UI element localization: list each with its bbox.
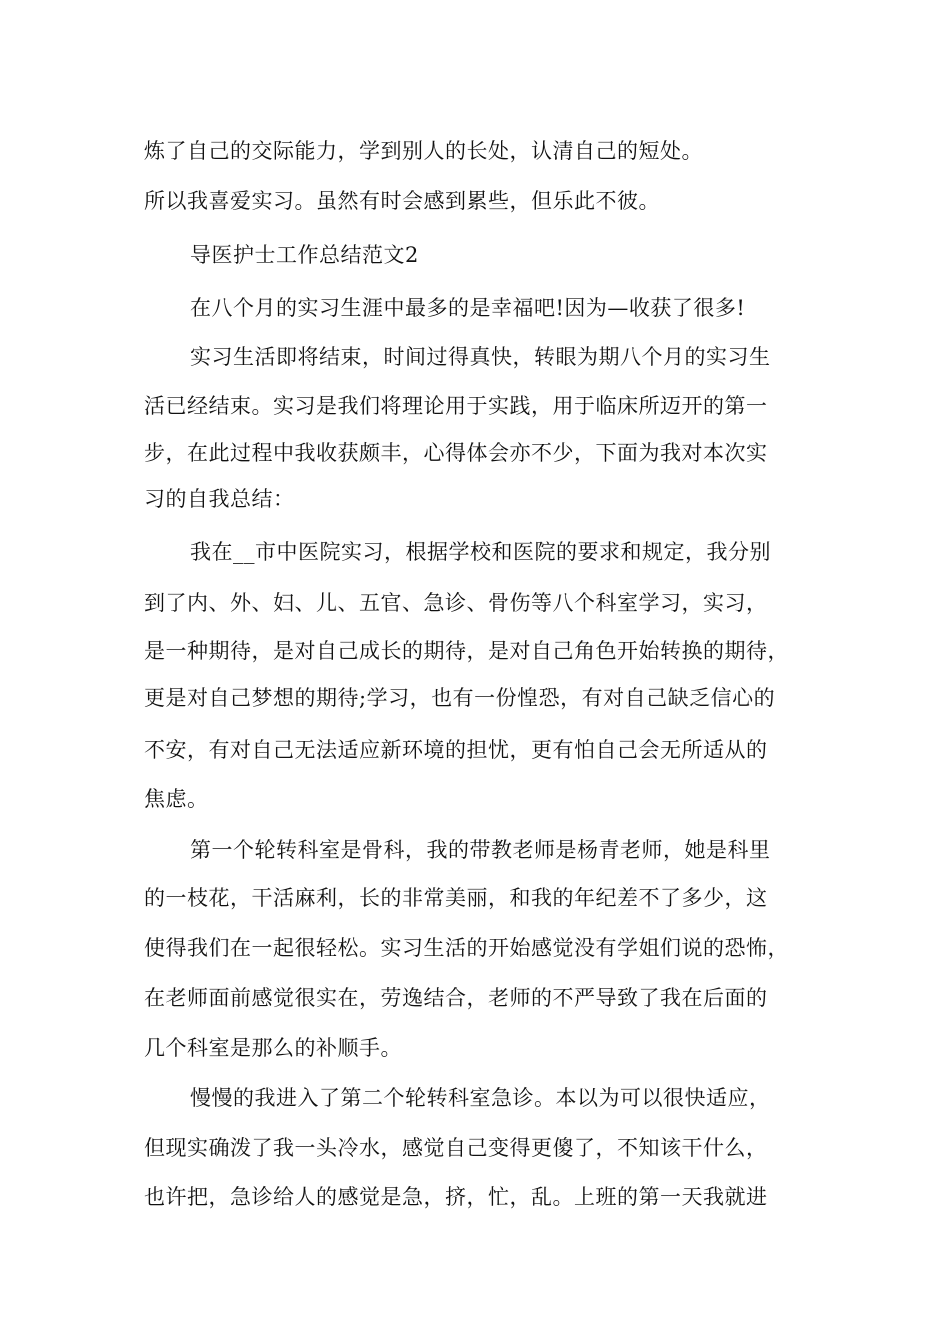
text-line: 活已经结束。实习是我们将理论用于实践，用于临床所迈开的第一 xyxy=(144,394,768,418)
text-line: 焦虑。 xyxy=(144,787,209,811)
text-line: 几个科室是那么的补顺手。 xyxy=(144,1036,402,1060)
text-line: 使得我们在一起很轻松。实习生活的开始感觉没有学姐们说的恐怖， xyxy=(144,936,789,960)
text-line: 步，在此过程中我收获颇丰，心得体会亦不少，下面为我对本次实 xyxy=(144,441,768,465)
text-line: 慢慢的我进入了第二个轮转科室急诊。本以为可以很快适应， xyxy=(190,1086,771,1110)
text-line: 我在__市中医院实习，根据学校和医院的要求和规定，我分别 xyxy=(190,540,771,564)
text-line: 也许把，急诊给人的感觉是急，挤，忙，乱。上班的第一天我就进 xyxy=(144,1185,768,1209)
section-heading: 导医护士工作总结范文2 xyxy=(190,243,419,267)
text-line: 第一个轮转科室是骨科，我的带教老师是杨青老师，她是科里 xyxy=(190,838,771,862)
text-line: 习的自我总结： xyxy=(144,487,295,511)
text-line: 在老师面前感觉很实在，劳逸结合，老师的不严导致了我在后面的 xyxy=(144,986,768,1010)
text-line: 所以我喜爱实习。虽然有时会感到累些，但乐此不彼。 xyxy=(144,189,660,213)
text-line: 炼了自己的交际能力，学到别人的长处，认清自己的短处。 xyxy=(144,139,703,163)
text-line: 的一枝花，干活麻利，长的非常美丽，和我的年纪差不了多少，这 xyxy=(144,886,768,910)
text-line: 到了内、外、妇、儿、五官、急诊、骨伤等八个科室学习，实习， xyxy=(144,591,768,615)
text-line: 但现实确泼了我一头冷水，感觉自己变得更傻了，不知该干什么， xyxy=(144,1136,768,1160)
text-line: 不安，有对自己无法适应新环境的担忧，更有怕自己会无所适从的 xyxy=(144,738,768,762)
text-line: 在八个月的实习生涯中最多的是幸福吧!因为—收获了很多! xyxy=(190,296,746,320)
text-line: 更是对自己梦想的期待;学习，也有一份惶恐，有对自己缺乏信心的 xyxy=(144,686,776,710)
text-line: 是一种期待，是对自己成长的期待，是对自己角色开始转换的期待， xyxy=(144,639,789,663)
text-line: 实习生活即将结束，时间过得真快，转眼为期八个月的实习生 xyxy=(190,345,771,369)
